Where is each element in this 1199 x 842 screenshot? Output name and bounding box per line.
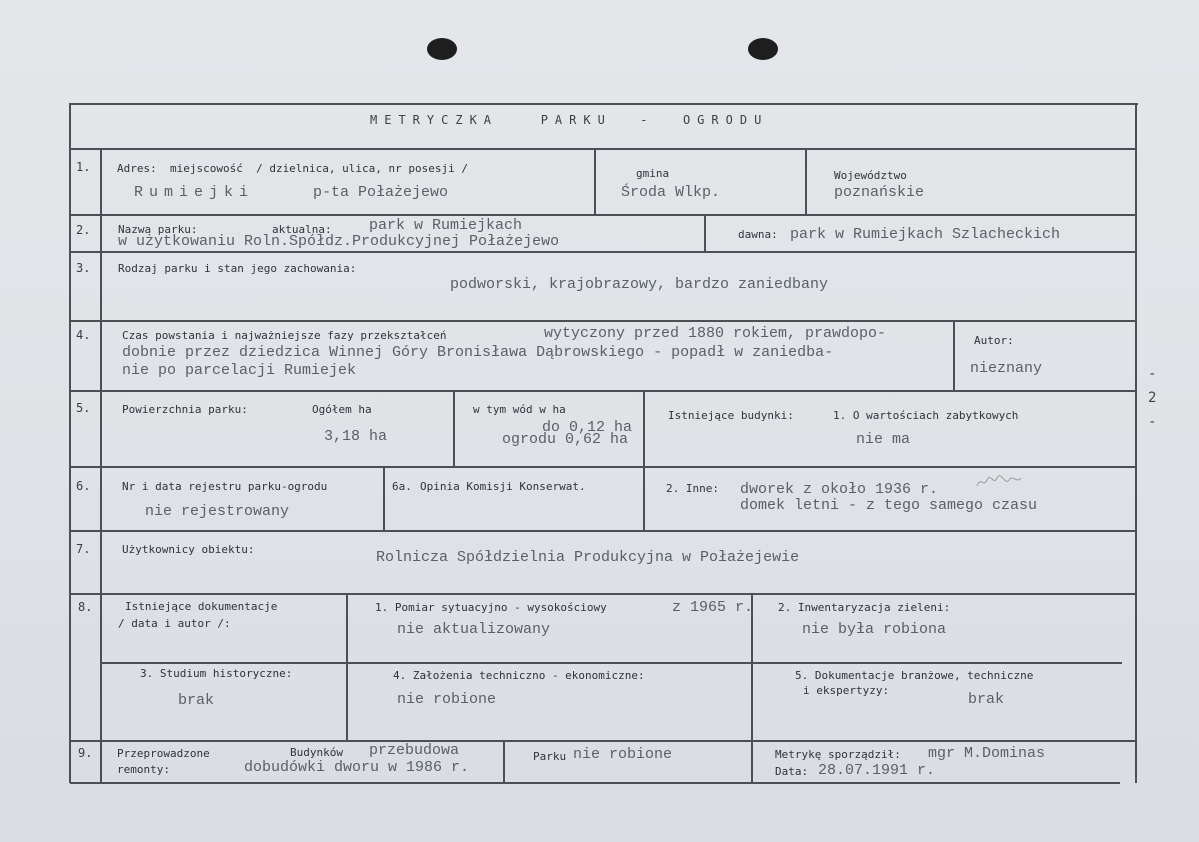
frame-right-line: [1135, 103, 1137, 783]
greenery-inventory-value: nie była robiona: [802, 621, 947, 638]
area-total-value: 3,18 ha: [324, 428, 388, 445]
register-value: nie rejestrowany: [145, 503, 290, 520]
row-divider: [70, 782, 1120, 784]
historical-study-value: brak: [178, 692, 215, 709]
park-type-value: podworski, krajobrazowy, bardzo zaniedbany: [450, 276, 829, 293]
area-total-label: Ogółem ha: [312, 403, 372, 416]
current-name-value-line2: w użytkowaniu Roln.Spółdz.Produkcyjnej Połażejewo: [118, 233, 560, 250]
punch-hole: [748, 38, 778, 60]
row-divider: [70, 740, 1136, 742]
history-value-line2: dobnie przez dziedzica Winnej Góry Bronisława Dąbrowskiego - popadł w zaniedba-: [122, 344, 834, 361]
other-buildings-value-line1: dworek z około 1936 r.: [740, 481, 939, 498]
cell-divider: [346, 595, 348, 740]
row-divider: [70, 593, 1136, 595]
date-value: 28.07.1991 r.: [818, 762, 936, 779]
cell-divider: [751, 595, 753, 740]
cell-divider: [594, 150, 596, 214]
survey-value: nie aktualizowany: [397, 621, 551, 638]
row-number-2: 2.: [76, 223, 91, 237]
buildings-label: Istniejące budynki:: [668, 409, 794, 422]
park-repairs-value: nie robione: [573, 746, 673, 763]
water-area-label: w tym wód w ha: [473, 403, 566, 416]
documentation-label-line2: / data i autor /:: [118, 617, 231, 630]
other-buildings-value-line2: domek letni - z tego samego czasu: [740, 497, 1038, 514]
survey-label: 1. Pomiar sytuacyjno - wysokościowy: [375, 601, 607, 614]
frame-left-line: [69, 103, 71, 783]
history-value-line3: nie po parcelacji Rumiejek: [122, 362, 357, 379]
register-label: Nr i data rejestru parku-ogrodu: [122, 480, 328, 493]
greenery-inventory-label: 2. Inwentaryzacja zieleni:: [778, 601, 951, 614]
author-value: nieznany: [970, 360, 1043, 377]
park-repairs-label: Parku: [533, 750, 567, 763]
heritage-buildings-value: nie ma: [856, 431, 911, 448]
author-label: Autor:: [974, 334, 1014, 347]
technical-assumptions-value: nie robione: [397, 691, 497, 708]
documentation-label: Istniejące dokumentacje: [125, 600, 278, 613]
date-label: Data:: [775, 765, 809, 778]
technical-assumptions-label: 4. Założenia techniczno - ekonomiczne:: [393, 669, 645, 682]
row-divider: [70, 214, 1136, 216]
row-number-6: 6.: [76, 479, 91, 493]
branch-documentation-label-line2: i ekspertyzy:: [803, 684, 890, 697]
frame-top-line: [70, 103, 1138, 105]
cell-divider: [453, 392, 455, 466]
row-divider: [70, 390, 1136, 392]
punch-hole: [427, 38, 457, 60]
row-divider: [70, 251, 1136, 253]
cell-divider: [805, 150, 807, 214]
prepared-by-label: Metrykę sporządził:: [775, 748, 901, 761]
area-label: Powierzchnia parku:: [122, 403, 248, 416]
cell-divider: [643, 468, 645, 530]
former-name-label: dawna:: [738, 228, 778, 241]
row-number-3: 3.: [76, 261, 91, 275]
current-name-value: park w Rumiejkach: [369, 217, 523, 234]
row-number-7: 7.: [76, 542, 91, 556]
row-divider: [70, 466, 1136, 468]
voivodeship-label: Województwo: [834, 169, 907, 182]
repairs-label: Przeprowadzone: [117, 747, 210, 760]
users-value: Rolnicza Spółdzielnia Produkcyjna w Połażejewie: [376, 549, 800, 566]
users-label: Użytkownicy obiektu:: [122, 543, 255, 556]
row-number-4: 4.: [76, 328, 91, 342]
row-divider: [70, 320, 1136, 322]
row-number-1: 1.: [76, 160, 91, 174]
branch-documentation-value: brak: [968, 691, 1005, 708]
history-label: Czas powstania i najważniejsze fazy przekształceń: [122, 329, 447, 342]
survey-year: z 1965 r.: [672, 599, 754, 616]
cell-divider: [953, 322, 955, 390]
history-value-line1: wytyczony przed 1880 rokiem, prawdopo-: [544, 325, 887, 342]
garden-area-value: ogrodu 0,62 ha: [502, 431, 629, 448]
buildings-repairs-value-line2: dobudówki dworu w 1986 r.: [244, 759, 470, 776]
address-value: Rumiejki: [134, 184, 255, 201]
cell-divider: [704, 216, 706, 251]
former-name-value: park w Rumiejkach Szlacheckich: [790, 226, 1061, 243]
row-divider: [70, 530, 1136, 532]
branch-documentation-label: 5. Dokumentacje branżowe, techniczne: [795, 669, 1034, 682]
cell-divider: [751, 742, 753, 782]
heritage-buildings-label: 1. O wartościach zabytkowych: [833, 409, 1019, 422]
buildings-repairs-value: przebudowa: [369, 742, 460, 759]
cell-divider: [643, 392, 645, 466]
row-divider: [100, 662, 1122, 664]
row-divider: [70, 148, 1136, 150]
voivodeship-value: poznańskie: [834, 184, 925, 201]
cell-divider: [383, 468, 385, 530]
historical-study-label: 3. Studium historyczne:: [140, 667, 293, 680]
address-postal-value: p-ta Połażejewo: [313, 184, 449, 201]
cell-divider: [503, 742, 505, 782]
gmina-label: gmina: [636, 167, 670, 180]
prepared-by-value: mgr M.Dominas: [928, 745, 1046, 762]
water-area-value: do 0,12 ha: [542, 419, 633, 436]
buildings-repairs-label: Budynków: [290, 746, 343, 759]
row-number-9: 9.: [78, 746, 93, 760]
row-number-5: 5.: [76, 401, 91, 415]
page-side-marker: - 2 -: [1148, 366, 1157, 430]
park-type-label: Rodzaj parku i stan jego zachowania:: [118, 262, 357, 275]
row-number-8: 8.: [78, 600, 93, 614]
pencil-scribble: [975, 474, 1023, 490]
other-buildings-label: 2. Inne:: [666, 482, 719, 495]
repairs-label-line2: remonty:: [117, 763, 170, 776]
park-name-label: Nazwa parku:: [118, 223, 198, 236]
address-label: Adres: miejscowość / dzielnica, ulica, nr posesji /: [117, 162, 468, 175]
gmina-value: Środa Wlkp.: [621, 184, 721, 201]
current-name-label: aktualna:: [272, 223, 332, 236]
opinion-label: Opinia Komisji Konserwat.: [420, 480, 586, 493]
number-column-line: [100, 148, 102, 782]
opinion-number: 6a.: [392, 480, 412, 493]
form-title: METRYCZKA PARKU - OGRODU: [370, 113, 769, 127]
